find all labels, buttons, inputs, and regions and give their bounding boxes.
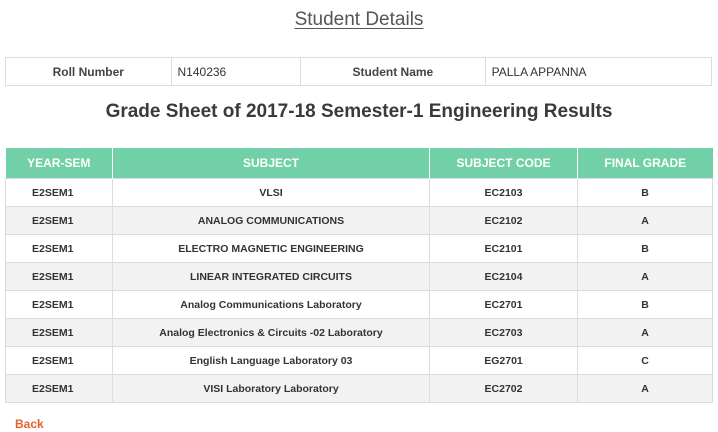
page-title-text: Student Details	[294, 9, 424, 30]
cell-subject: ANALOG COMMUNICATIONS	[113, 207, 430, 235]
cell-year-sem: E2SEM1	[6, 319, 113, 347]
roll-number-value: N140236	[172, 58, 302, 85]
cell-subject-code: EC2103	[430, 179, 578, 207]
cell-subject: ELECTRO MAGNETIC ENGINEERING	[113, 235, 430, 263]
table-row	[6, 319, 713, 347]
cell-final-grade: B	[578, 179, 713, 207]
student-name-value: PALLA APPANNA	[491, 64, 587, 79]
roll-number-label: Roll Number	[6, 58, 172, 85]
header-final-grade: FINAL GRADE	[578, 148, 713, 179]
table-row	[6, 291, 713, 319]
cell-subject-code: EC2702	[430, 375, 578, 403]
cell-final-grade: A	[578, 207, 713, 235]
cell-year-sem: E2SEM1	[6, 235, 113, 263]
cell-year-sem: E2SEM1	[6, 375, 113, 403]
grade-table-header	[6, 148, 713, 179]
grade-sheet-title: Grade Sheet of 2017-18 Semester-1 Engineering Results	[105, 101, 613, 122]
table-row	[6, 207, 713, 235]
cell-final-grade: A	[578, 375, 713, 403]
cell-final-grade: B	[578, 235, 713, 263]
cell-subject-code: EC2703	[430, 319, 578, 347]
cell-subject: VLSI	[113, 179, 430, 207]
grade-table	[5, 148, 713, 403]
page-title	[0, 8, 718, 32]
cell-subject-code: EC2102	[430, 207, 578, 235]
cell-subject-code: EC2101	[430, 235, 578, 263]
student-info-bar	[5, 57, 712, 86]
cell-subject-code: EG2701	[430, 347, 578, 375]
cell-year-sem: E2SEM1	[6, 263, 113, 291]
cell-subject: Analog Communications Laboratory	[113, 291, 430, 319]
cell-year-sem: E2SEM1	[6, 179, 113, 207]
cell-subject: LINEAR INTEGRATED CIRCUITS	[113, 263, 430, 291]
cell-subject: English Language Laboratory 03	[113, 347, 430, 375]
table-row	[6, 179, 713, 207]
table-row	[6, 375, 713, 403]
table-row	[6, 263, 713, 291]
cell-year-sem: E2SEM1	[6, 207, 113, 235]
table-row	[6, 347, 713, 375]
cell-subject-code: EC2701	[430, 291, 578, 319]
cell-final-grade: C	[578, 347, 713, 375]
back-link[interactable]: Back	[15, 417, 44, 431]
cell-subject: VISI Laboratory Laboratory	[113, 375, 430, 403]
cell-year-sem: E2SEM1	[6, 291, 113, 319]
header-year-sem: YEAR-SEM	[6, 148, 113, 179]
cell-final-grade: B	[578, 291, 713, 319]
cell-final-grade: A	[578, 263, 713, 291]
student-name-label: Student Name	[301, 58, 485, 85]
cell-final-grade: A	[578, 319, 713, 347]
header-subject: SUBJECT	[113, 148, 430, 179]
cell-year-sem: E2SEM1	[6, 347, 113, 375]
table-row	[6, 235, 713, 263]
cell-subject-code: EC2104	[430, 263, 578, 291]
cell-subject: Analog Electronics & Circuits -02 Laboratory	[113, 319, 430, 347]
header-subject-code: SUBJECT CODE	[430, 148, 578, 179]
